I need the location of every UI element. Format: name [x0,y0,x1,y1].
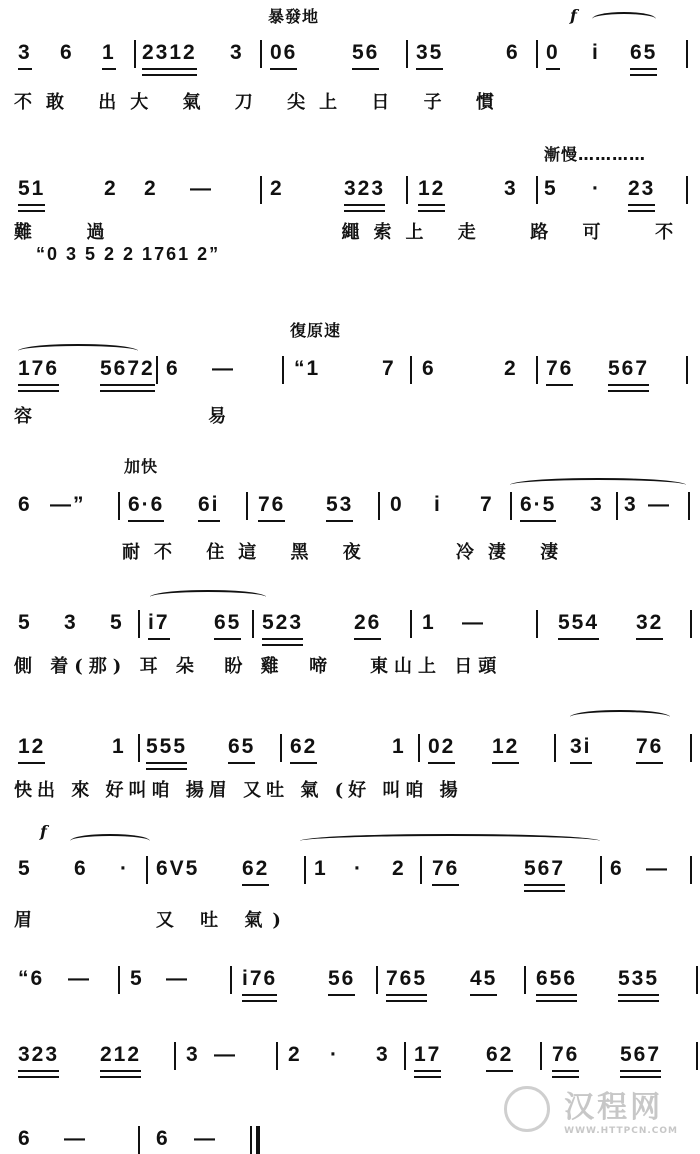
lyric-line: 不敢 出大 氣 刀 尖上 日 子 慣 [14,92,508,113]
note: 6 [610,857,624,880]
bar-line [276,1042,278,1070]
note: 3 [504,177,518,200]
note: 17 [414,1040,441,1072]
note: 5 [544,177,558,200]
note: 5 [18,611,32,634]
note: 3 [64,611,78,634]
note: 6V5 [156,857,200,880]
note: 6·5 [520,490,556,522]
note: 76 [258,490,285,522]
slur [570,710,670,724]
note: — [68,967,91,990]
bar-line [554,734,556,762]
bar-line [510,492,512,520]
note: 6 [166,357,180,380]
note: 567 [620,1040,661,1072]
bar-line [146,856,148,884]
note: 656 [536,964,577,996]
notation-line [14,1040,694,1070]
watermark-text: 汉程网 [564,1090,664,1125]
note: 2 [144,177,158,200]
note: 3i [570,732,592,764]
bar-line [616,492,618,520]
notation-line [14,38,694,68]
note: 1 [112,735,126,758]
slur [70,834,150,848]
bar-line [536,356,538,384]
note: — [212,357,235,380]
note: 6 [156,1127,170,1150]
bar-line [690,610,692,638]
notation-line [14,854,694,884]
bar-line [540,1042,542,1070]
notation-line [14,964,694,994]
bar-line [378,492,380,520]
note: · [354,857,363,880]
bar-line [230,966,232,994]
note: — [194,1127,217,1150]
note: i [592,41,600,64]
bar-line [138,734,140,762]
bar-line [156,356,158,384]
watermark-logo-icon [504,1086,550,1132]
note: 76 [546,354,573,386]
note: 65 [228,732,255,764]
note: 6 [422,357,436,380]
note: 62 [242,854,269,886]
tempo-marking: 暴發地 [268,7,320,26]
note: 62 [290,732,317,764]
bar-line [420,856,422,884]
bar-line [686,176,688,204]
note: i76 [242,964,277,996]
note: 535 [618,964,659,996]
notation-line [14,354,694,384]
note: · [592,177,601,200]
note: · [330,1043,339,1066]
slur [150,590,266,604]
note: 02 [428,732,455,764]
bar-line [406,176,408,204]
note: 56 [328,964,355,996]
bar-line [138,610,140,638]
note: 5 [130,967,144,990]
note: 2312 [142,38,197,70]
bar-line [410,610,412,638]
bar-line [410,356,412,384]
note: 523 [262,608,303,640]
note: — [214,1043,237,1066]
note: 2 [504,357,518,380]
note: 6·6 [128,490,164,522]
note: 76 [636,732,663,764]
note: 65 [214,608,241,640]
note: 765 [386,964,427,996]
slur [592,12,656,26]
note: 2 [288,1043,302,1066]
bar-line [536,40,538,68]
bar-line [260,176,262,204]
bar-line [304,856,306,884]
note: 6 [74,857,88,880]
dynamic-marking: f [40,822,47,841]
note: 0 [546,38,560,70]
bar-line [696,966,698,994]
slur [300,834,600,848]
note: 323 [18,1040,59,1072]
bar-line [404,1042,406,1070]
bar-line [406,40,408,68]
bar-line [118,492,120,520]
note: 1 [422,611,436,634]
notation-line [14,174,694,204]
bar-line [246,492,248,520]
note: 567 [524,854,565,886]
lyric-line: 難 過 繩索上 走 路 可 不 [14,222,688,243]
note: 5672 [100,354,155,386]
watermark [564,1082,678,1136]
note: — [646,857,669,880]
bar-line [282,356,284,384]
note: 23 [628,174,655,206]
note: 35 [416,38,443,70]
note: 53 [326,490,353,522]
lyric-line: 快出 來 好叫咱 揚眉 又吐 氣 (好 叫咱 揚 [14,780,463,801]
note: — [648,493,671,516]
note: 6i [198,490,220,522]
bar-line [536,610,538,638]
note: i7 [148,608,170,640]
bar-line [252,610,254,638]
note: 212 [100,1040,141,1072]
note: 3 [18,38,32,70]
tempo-marking: 漸慢………… [544,145,647,164]
note: 51 [18,174,45,206]
notation-line [14,608,694,638]
note: 7 [382,357,396,380]
note: 176 [18,354,59,386]
bar-line [134,40,136,68]
bar-line [260,40,262,68]
bar-line [690,856,692,884]
note: 2 [104,177,118,200]
note: · [120,857,129,880]
lyric-line: 耐不 住這 黑 夜 冷淒 淒 [122,542,573,563]
note: —” [50,493,86,516]
note: 45 [470,964,497,996]
alternate-notation: “0 3 5 2 2 1761 2” [36,244,221,264]
dynamic-marking: f [570,6,577,25]
note: — [190,177,213,200]
bar-line [690,734,692,762]
bar-line [686,40,688,68]
note: 3 [590,493,604,516]
note: — [64,1127,87,1150]
note: 1 [392,735,406,758]
note: 7 [480,493,494,516]
bar-line [536,176,538,204]
note: “6 [18,967,45,990]
note: 5 [18,857,32,880]
note: 56 [352,38,379,70]
bar-line [686,356,688,384]
note: 2 [392,857,406,880]
note: 3 [376,1043,390,1066]
note: 12 [418,174,445,206]
note: 555 [146,732,187,764]
lyric-line: 眉 又 吐 氣) [14,910,291,931]
note: 76 [432,854,459,886]
notation-line [14,490,694,520]
note: 3 [186,1043,200,1066]
note: 62 [486,1040,513,1072]
note: 323 [344,174,385,206]
note: 1 [102,38,116,70]
note: 65 [630,38,657,70]
note: i [434,493,442,516]
note: 12 [492,732,519,764]
note: 32 [636,608,663,640]
tempo-marking: 加快 [124,457,159,476]
note: 3 [624,493,638,516]
note: 2 [270,177,284,200]
note: 6 [18,493,32,516]
bar-line [524,966,526,994]
note: 5 [110,611,124,634]
bar-line [600,856,602,884]
note: 12 [18,732,45,764]
lyric-line: 容 易 [14,406,241,427]
lyric-line: 側 着(那) 耳 朵 盼 雞 啼 東山上 日頭 [14,656,503,677]
note: 3 [230,41,244,64]
note: 0 [390,493,404,516]
note: — [166,967,189,990]
bar-line [118,966,120,994]
note: 554 [558,608,599,640]
bar-line [280,734,282,762]
note: 06 [270,38,297,70]
tempo-marking: 復原速 [290,321,342,340]
note: 6 [60,41,74,64]
watermark-url: WWW.HTTPCN.COM [564,1126,678,1136]
note: 76 [552,1040,579,1072]
bar-line [696,1042,698,1070]
note: 6 [506,41,520,64]
bar-line [418,734,420,762]
bar-line [174,1042,176,1070]
note: 6 [18,1127,32,1150]
note: 567 [608,354,649,386]
bar-line [376,966,378,994]
bar-line [688,492,690,520]
note: — [462,611,485,634]
notation-line [14,732,694,762]
note: 1 [314,857,328,880]
note: “1 [294,357,321,380]
note: 26 [354,608,381,640]
